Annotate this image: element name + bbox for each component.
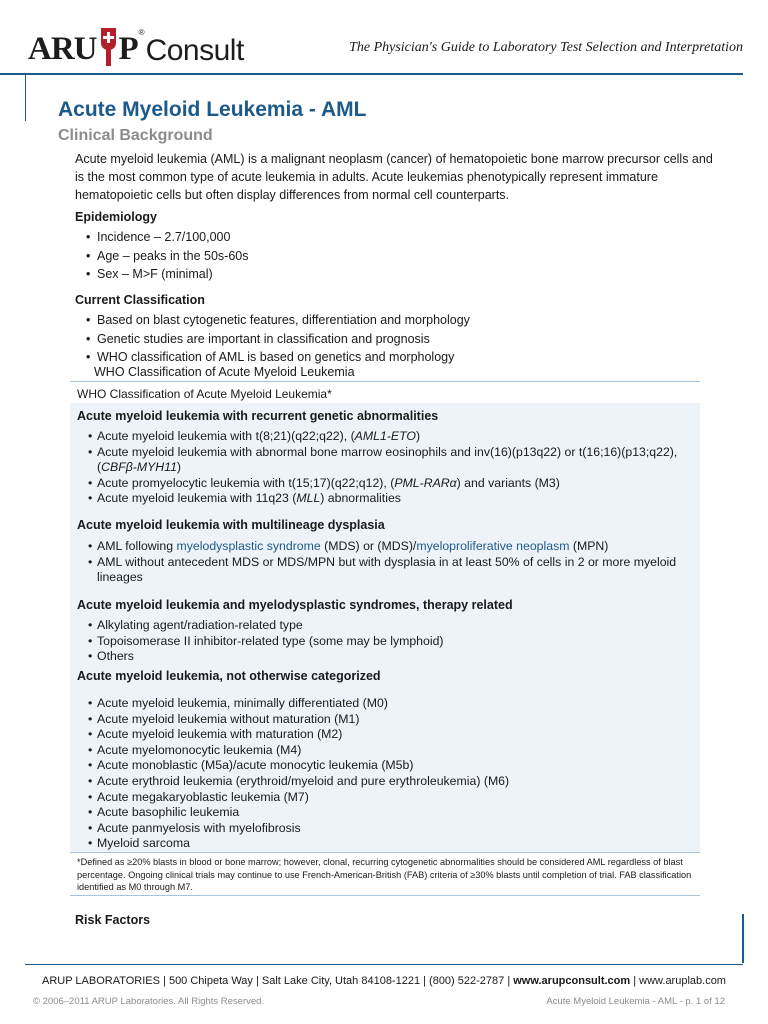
intro-paragraph: Acute myeloid leukemia (AML) is a malignant neoplasm (cancer) of hematopoietic bone marrow precursor cells and is the most common type of acute leukemia in adults. Acute leukemias phenotypically represent immature hematopoietic cells but often display differences from normal cell counterparts. [75, 152, 713, 202]
list-item: • Acute monoblastic (M5a)/acute monocytic leukemia (M5b) [88, 758, 694, 774]
list-item: • Acute myelomonocytic leukemia (M4) [88, 743, 694, 759]
section-subtitle: Clinical Background [58, 127, 213, 144]
list-item: • Acute myeloid leukemia without maturation (M1) [88, 712, 694, 728]
list-item: • Acute erythroid leukemia (erythroid/myeloid and pure erythroleukemia) (M6) [88, 774, 694, 790]
list-item: • Age – peaks in the 50s-60s [86, 247, 249, 266]
risk-factors-heading: Risk Factors [75, 913, 151, 927]
classification-subnote: WHO Classification of Acute Myeloid Leukemia [94, 365, 355, 379]
list-item: • Others [88, 649, 694, 665]
footer-copyright: © 2006–2011 ARUP Laboratories. All Rights Reserved. [33, 996, 265, 1007]
mds-link[interactable]: myelodysplastic syndrome [176, 539, 321, 553]
table-section-list [88, 429, 694, 507]
logo-registered-mark: ® [138, 28, 145, 37]
left-accent-rule [25, 75, 26, 121]
logo-cross-icon [98, 28, 118, 66]
list-item: • Acute myeloid leukemia with abnormal bone marrow eosinophils and inv(16)(p13q22) or t(16;16)(p13;q22), (CBFβ-MYH11) [88, 445, 694, 476]
mpn-link[interactable]: myeloproliferative neoplasm [416, 539, 570, 553]
classification-list [86, 311, 470, 367]
table-section-heading: Acute myeloid leukemia, not otherwise categorized [77, 669, 381, 683]
epidemiology-list [86, 228, 249, 284]
list-item: • WHO classification of AML is based on genetics and morphology [86, 348, 470, 367]
header-divider [0, 73, 743, 75]
list-item: • Acute basophilic leukemia [88, 805, 694, 821]
table-caption-text: WHO Classification of Acute Myeloid Leukemia* [77, 387, 332, 401]
table-section-list [88, 696, 694, 852]
epidemiology-heading: Epidemiology [75, 210, 157, 224]
classification-heading: Current Classification [75, 293, 205, 307]
arup-consult-logo[interactable] [28, 26, 244, 66]
list-item: • Based on blast cytogenetic features, differentiation and morphology [86, 311, 470, 330]
list-item: • Acute myeloid leukemia with t(8;21)(q22;q22), (AML1-ETO) [88, 429, 694, 445]
logo-text-consult: Consult [145, 34, 244, 67]
list-item: • Incidence – 2.7/100,000 [86, 228, 249, 247]
table-section-heading: Acute myeloid leukemia with multilineage dysplasia [77, 518, 385, 532]
table-caption [70, 381, 700, 404]
list-item: • Acute panmyelosis with myelofibrosis [88, 821, 694, 837]
list-item: • Acute myeloid leukemia, minimally differentiated (M0) [88, 696, 694, 712]
footer-page-number: Acute Myeloid Leukemia - AML - p. 1 of 12 [546, 996, 725, 1007]
list-item: • Acute promyelocytic leukemia with t(15;17)(q22;q12), (PML-RARα) and variants (M3) [88, 476, 694, 492]
table-footnote-text: *Defined as ≥20% blasts in blood or bone marrow; however, clonal, recurring cytogenetic abnormalities should be considered AML regardless of blast percentage. Ongoing clinical trials may continue to use French-American-British (FAB) criteria of ≥30% blasts until completion of trial. FAB classification identified as M0 through M7. [77, 857, 692, 892]
logo-text-aru: ARU [28, 31, 97, 67]
arupconsult-link[interactable]: www.arupconsult.com [513, 975, 631, 987]
list-item: • Genetic studies are important in classification and prognosis [86, 330, 470, 349]
list-item: • Acute megakaryoblastic leukemia (M7) [88, 790, 694, 806]
header-tagline: The Physician's Guide to Laboratory Test Selection and Interpretation [349, 40, 743, 55]
table-section-list [88, 539, 694, 586]
list-item: • Sex – M>F (minimal) [86, 265, 249, 284]
table-section-list [88, 618, 694, 665]
list-item: • Acute myeloid leukemia with maturation (M2) [88, 727, 694, 743]
list-item: • Topoisomerase II inhibitor-related type (some may be lymphoid) [88, 634, 694, 650]
list-item: • Alkylating agent/radiation-related type [88, 618, 694, 634]
logo-text-p: P [118, 31, 139, 67]
list-item: • AML following myelodysplastic syndrome (MDS) or (MDS)/myeloproliferative neoplasm (MPN) [88, 539, 694, 555]
list-item: • Myeloid sarcoma [88, 836, 694, 852]
table-footnote [70, 852, 700, 896]
table-section-heading: Acute myeloid leukemia and myelodysplastic syndromes, therapy related [77, 598, 513, 612]
list-item: • AML without antecedent MDS or MDS/MPN but with dysplasia in at least 50% of cells in 2 or more myeloid lineages [88, 555, 694, 586]
table-section-heading: Acute myeloid leukemia with recurrent genetic abnormalities [77, 409, 439, 423]
footer-divider [25, 964, 743, 965]
right-accent-rule [742, 914, 744, 963]
table-body [70, 403, 700, 886]
list-item: • Acute myeloid leukemia with 11q23 (MLL) abnormalities [88, 491, 694, 507]
footer-address: ARUP LABORATORIES | 500 Chipeta Way | Salt Lake City, Utah 84108-1221 | (800) 522-2787 | www.arupconsult.com | www.aruplab.com [42, 975, 726, 987]
page-title: Acute Myeloid Leukemia - AML [58, 98, 367, 121]
